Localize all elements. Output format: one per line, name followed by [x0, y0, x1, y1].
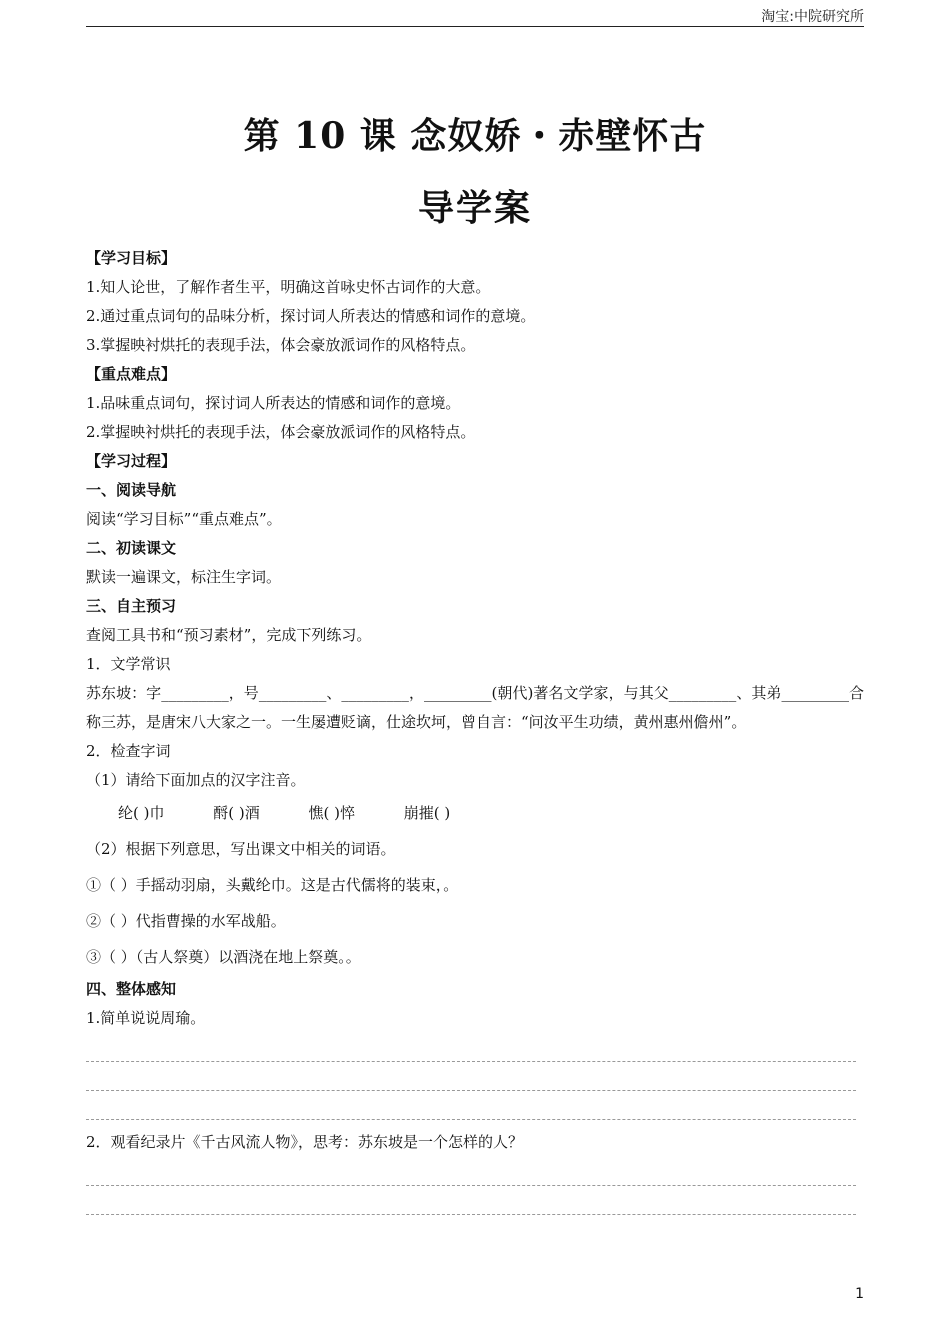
pinyin-item: 憔( )悴 — [308, 804, 356, 822]
page-title: 第 10 课 念奴娇・赤壁怀古 — [243, 115, 707, 157]
section-2-text: 默读一遍课文，标注生字词。 — [86, 568, 282, 586]
answer-line[interactable] — [86, 1033, 856, 1062]
question-2-sub-1: （1）请给下面加点的汉字注音。 — [86, 771, 306, 789]
section-1-text: 阅读“学习目标”“重点难点”。 — [86, 510, 282, 528]
key-points-heading: 【重点难点】 — [86, 365, 177, 383]
section-2-title: 二、初读课文 — [86, 539, 177, 557]
goal-item-3: 3.掌握映衬烘托的表现手法，体会豪放派词作的风格特点。 — [86, 336, 476, 354]
word-item-3: ③（ ）（古人祭奠）以酒浇在地上祭奠。。 — [86, 948, 361, 966]
key-point-item-2: 2.掌握映衬烘托的表现手法，体会豪放派词作的风格特点。 — [86, 423, 476, 441]
section-3-title: 三、自主预习 — [86, 597, 177, 615]
pinyin-item: 酹( )酒 — [213, 804, 260, 822]
section-3-text: 查阅工具书和“预习素材”，完成下列练习。 — [86, 626, 372, 644]
key-point-item-1: 1.品味重点词句，探讨词人所表达的情感和词作的意境。 — [86, 394, 461, 412]
document-body — [86, 244, 864, 1215]
answer-line[interactable] — [86, 1186, 856, 1215]
goals-heading: 【学习目标】 — [86, 249, 177, 267]
word-item-1: ①（ ）手摇动羽扇，头戴纶巾。这是古代儒将的装束，。 — [86, 876, 459, 894]
answer-line[interactable] — [86, 1091, 856, 1120]
section-4-title: 四、整体感知 — [86, 980, 177, 998]
header-divider — [86, 26, 864, 27]
page-number: 1 — [855, 1286, 864, 1302]
section-4-question-1: 1.简单说说周瑜。 — [86, 1009, 206, 1027]
question-1-text: 苏东坡：字_________，号_________、_________，_________(朝代)著名文学家，与其父_________、其弟_________合称三苏，是唐宋八大家之一。一生屡遭贬谪，仕途坎坷，曾自言：“问汝平生功绩，黄州惠州儋州”。 — [86, 684, 864, 731]
process-heading: 【学习过程】 — [86, 452, 177, 470]
question-2-sub-2: （2）根据下列意思，写出课文中相关的词语。 — [86, 840, 396, 858]
goal-item-2: 2.通过重点词句的品味分析，探讨词人所表达的情感和词作的意境。 — [86, 307, 536, 325]
word-item-2: ②（ ）代指曹操的水军战船。 — [86, 912, 286, 930]
question-2-title: 2．检查字词 — [86, 742, 171, 760]
pinyin-row — [86, 795, 864, 831]
pinyin-item: 崩摧( ) — [403, 804, 451, 822]
question-1-title: 1．文学常识 — [86, 655, 171, 673]
page-subtitle: 导学案 — [417, 187, 532, 229]
answer-line[interactable] — [86, 1062, 856, 1091]
answer-line[interactable] — [86, 1157, 856, 1186]
goal-item-1: 1.知人论世，了解作者生平，明确这首咏史怀古词作的大意。 — [86, 278, 491, 296]
section-4-question-2: 2．观看纪录片《千古风流人物》，思考：苏东坡是一个怎样的人？ — [86, 1133, 524, 1151]
pinyin-item: 纶( )巾 — [118, 804, 165, 822]
header-shop-label: 淘宝:中院研究所 — [761, 9, 864, 25]
section-1-title: 一、阅读导航 — [86, 481, 177, 499]
